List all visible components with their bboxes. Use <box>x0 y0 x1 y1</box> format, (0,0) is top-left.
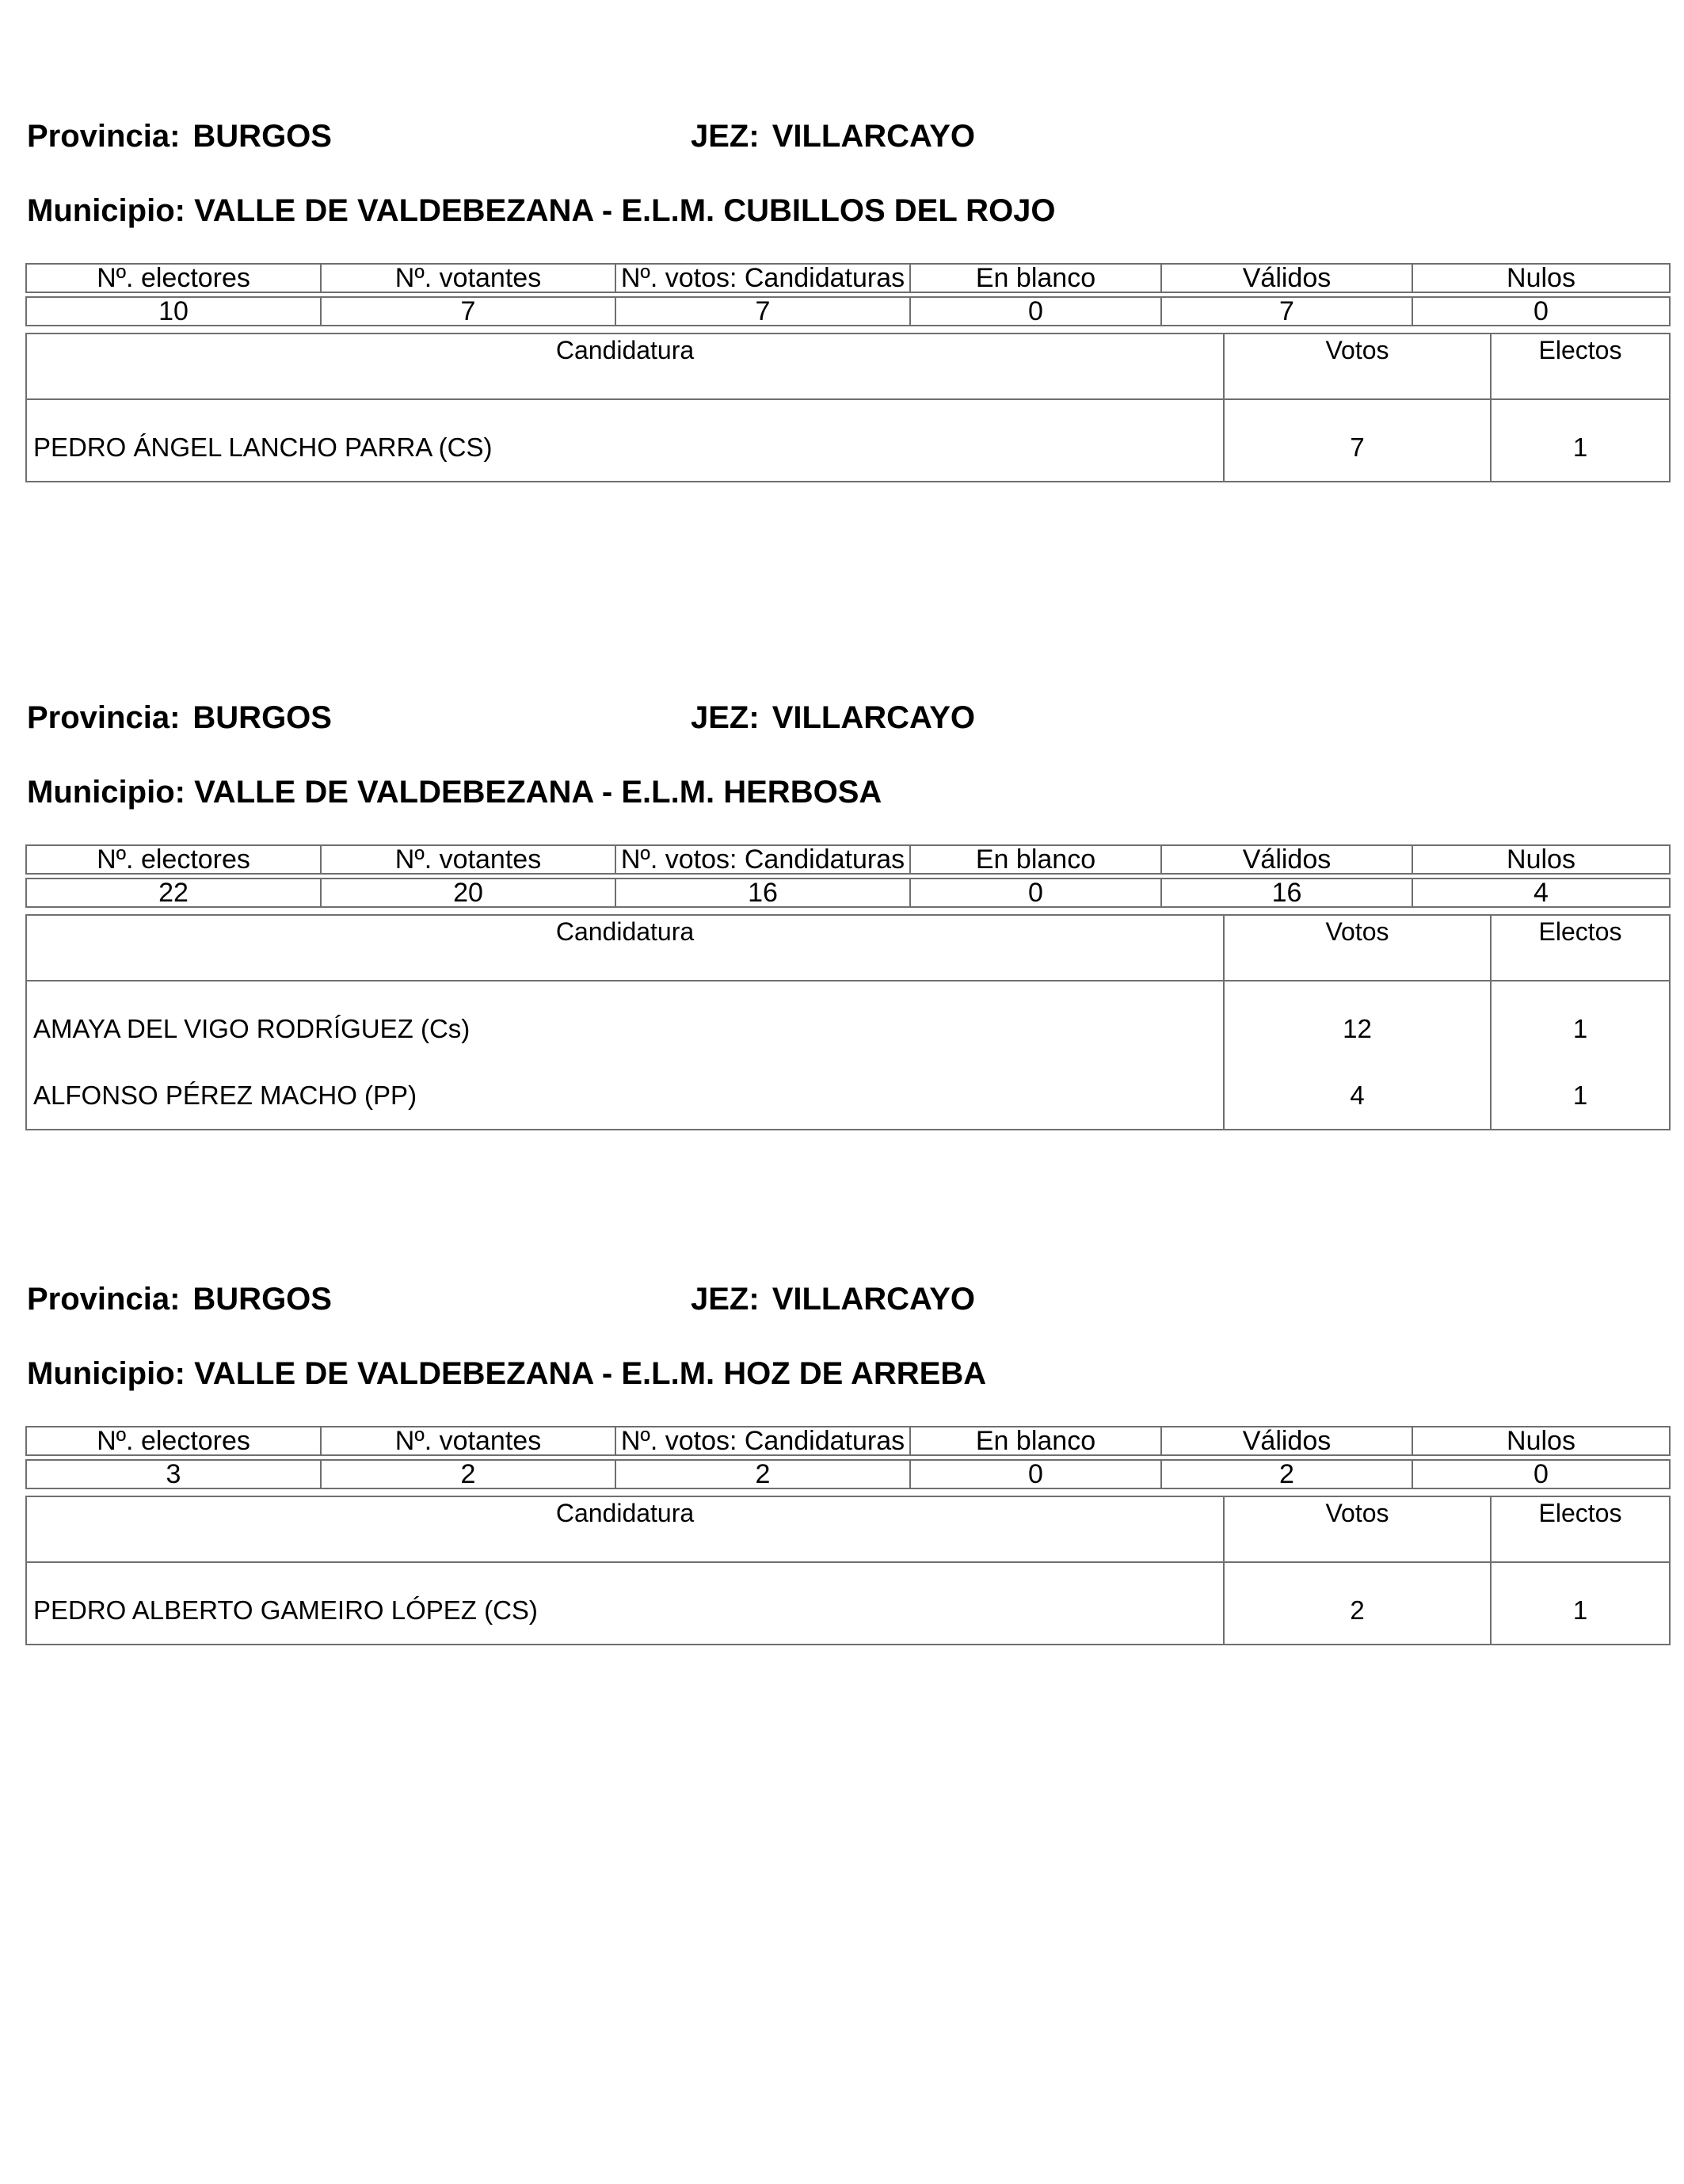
stats-value-validos: 2 <box>1161 1460 1412 1488</box>
header-candidatura: Candidatura <box>26 334 1224 399</box>
candidate-name: ALFONSO PÉREZ MACHO (PP) <box>26 1062 1224 1130</box>
stats-header-en-blanco: En blanco <box>910 845 1161 874</box>
stats-header-validos: Válidos <box>1161 845 1412 874</box>
provincia-heading <box>27 1280 332 1318</box>
stats-header-votos-candidaturas: Nº. votos: Candidaturas <box>615 1427 910 1455</box>
stats-header-validos: Válidos <box>1161 264 1412 292</box>
candidates-header-row <box>26 334 1670 399</box>
stats-value-en-blanco: 0 <box>910 879 1161 907</box>
municipio-value: VALLE DE VALDEBEZANA - E.L.M. HOZ DE ARREBA <box>194 1356 987 1391</box>
stats-header-votos-candidaturas: Nº. votos: Candidaturas <box>615 264 910 292</box>
stats-header-nulos: Nulos <box>1412 845 1670 874</box>
stats-value-votos-candidaturas: 16 <box>615 879 910 907</box>
stats-header-electores: Nº. electores <box>26 264 321 292</box>
candidate-electos: 1 <box>1491 1562 1670 1645</box>
provincia-heading <box>27 699 332 737</box>
municipio-label: Municipio: <box>27 193 185 228</box>
provincia-label: Provincia: <box>27 700 181 735</box>
candidate-row <box>26 399 1670 482</box>
provincia-value: BURGOS <box>192 1282 332 1317</box>
provincia-label: Provincia: <box>27 1282 181 1317</box>
header-votos: Votos <box>1224 915 1491 981</box>
stats-value-votantes: 20 <box>321 879 615 907</box>
municipio-heading <box>27 773 882 811</box>
provincia-heading <box>27 117 332 155</box>
jez-label: JEZ: <box>691 119 760 154</box>
provincia-value: BURGOS <box>192 700 332 735</box>
municipio-label: Municipio: <box>27 775 185 810</box>
candidate-row <box>26 1562 1670 1645</box>
jez-label: JEZ: <box>691 1282 760 1317</box>
stats-header-row <box>26 845 1670 874</box>
stats-header-validos: Válidos <box>1161 1427 1412 1455</box>
stats-table <box>25 263 1671 326</box>
candidate-electos: 1 <box>1491 399 1670 482</box>
header-electos: Electos <box>1491 334 1670 399</box>
stats-value-row <box>26 297 1670 326</box>
stats-value-votantes: 7 <box>321 297 615 326</box>
jez-value: VILLARCAYO <box>772 119 976 154</box>
stats-value-votantes: 2 <box>321 1460 615 1488</box>
stats-header-votos-candidaturas: Nº. votos: Candidaturas <box>615 845 910 874</box>
provincia-label: Provincia: <box>27 119 181 154</box>
stats-value-electores: 22 <box>26 879 321 907</box>
jez-value: VILLARCAYO <box>772 700 976 735</box>
stats-table <box>25 1426 1671 1489</box>
municipio-value: VALLE DE VALDEBEZANA - E.L.M. CUBILLOS DEL ROJO <box>194 193 1056 228</box>
stats-header-en-blanco: En blanco <box>910 1427 1161 1455</box>
stats-value-electores: 10 <box>26 297 321 326</box>
candidate-row <box>26 1062 1670 1130</box>
municipio-heading <box>27 1355 986 1393</box>
candidates-table <box>25 914 1671 1130</box>
candidate-votos: 2 <box>1224 1562 1491 1645</box>
stats-header-electores: Nº. electores <box>26 1427 321 1455</box>
candidates-table <box>25 333 1671 482</box>
municipio-value: VALLE DE VALDEBEZANA - E.L.M. HERBOSA <box>194 775 882 810</box>
stats-header-nulos: Nulos <box>1412 1427 1670 1455</box>
candidate-row <box>26 981 1670 1062</box>
stats-table <box>25 844 1671 908</box>
candidate-electos: 1 <box>1491 1062 1670 1130</box>
stats-value-validos: 16 <box>1161 879 1412 907</box>
header-candidatura: Candidatura <box>26 1496 1224 1562</box>
stats-value-votos-candidaturas: 2 <box>615 1460 910 1488</box>
stats-value-electores: 3 <box>26 1460 321 1488</box>
stats-value-en-blanco: 0 <box>910 297 1161 326</box>
jez-label: JEZ: <box>691 700 760 735</box>
stats-value-votos-candidaturas: 7 <box>615 297 910 326</box>
stats-value-nulos: 0 <box>1412 297 1670 326</box>
stats-value-row <box>26 879 1670 907</box>
stats-header-electores: Nº. electores <box>26 845 321 874</box>
candidate-votos: 12 <box>1224 981 1491 1062</box>
municipio-label: Municipio: <box>27 1356 185 1391</box>
stats-header-row <box>26 264 1670 292</box>
stats-value-validos: 7 <box>1161 297 1412 326</box>
jez-heading <box>691 1280 975 1318</box>
candidate-name: AMAYA DEL VIGO RODRÍGUEZ (Cs) <box>26 981 1224 1062</box>
candidate-electos: 1 <box>1491 981 1670 1062</box>
stats-value-row <box>26 1460 1670 1488</box>
stats-header-votantes: Nº. votantes <box>321 845 615 874</box>
municipio-heading <box>27 192 1056 230</box>
stats-value-nulos: 0 <box>1412 1460 1670 1488</box>
stats-header-nulos: Nulos <box>1412 264 1670 292</box>
jez-value: VILLARCAYO <box>772 1282 976 1317</box>
candidates-header-row <box>26 1496 1670 1562</box>
candidate-votos: 7 <box>1224 399 1491 482</box>
header-votos: Votos <box>1224 334 1491 399</box>
stats-header-row <box>26 1427 1670 1455</box>
candidate-votos: 4 <box>1224 1062 1491 1130</box>
stats-value-nulos: 4 <box>1412 879 1670 907</box>
candidate-name: PEDRO ÁNGEL LANCHO PARRA (CS) <box>26 399 1224 482</box>
header-votos: Votos <box>1224 1496 1491 1562</box>
jez-heading <box>691 117 975 155</box>
header-electos: Electos <box>1491 1496 1670 1562</box>
header-candidatura: Candidatura <box>26 915 1224 981</box>
stats-header-votantes: Nº. votantes <box>321 1427 615 1455</box>
candidate-name: PEDRO ALBERTO GAMEIRO LÓPEZ (CS) <box>26 1562 1224 1645</box>
stats-value-en-blanco: 0 <box>910 1460 1161 1488</box>
provincia-value: BURGOS <box>192 119 332 154</box>
stats-header-en-blanco: En blanco <box>910 264 1161 292</box>
stats-header-votantes: Nº. votantes <box>321 264 615 292</box>
jez-heading <box>691 699 975 737</box>
candidates-header-row <box>26 915 1670 981</box>
candidates-table <box>25 1496 1671 1645</box>
header-electos: Electos <box>1491 915 1670 981</box>
